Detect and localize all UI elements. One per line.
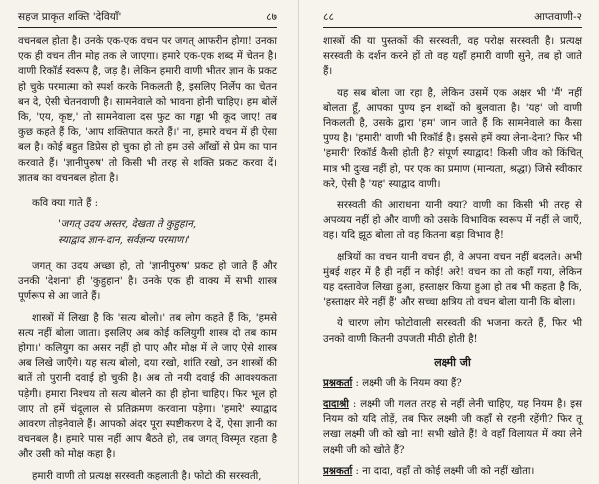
right-paragraph-5: ये चारण लोग फोटोवाली सरस्वती की भजना करते हैं, फिर भी उनको वाणी कितनी उपजती मीठी होती है! (323, 318, 582, 345)
right-running-head (323, 10, 582, 28)
qa-line-2 (323, 397, 582, 458)
poem-intro: कवि क्या गाते हैं : (32, 198, 99, 210)
right-page-number: ८८ (323, 11, 334, 23)
qa-line-3 (323, 464, 582, 479)
qa-speaker: प्रश्नकर्ता (323, 464, 353, 477)
right-paragraph-1: शास्त्रों की या पुस्तकों की सरस्वती, वह परोक्ष सरस्वती है। प्रत्यक्ष सरस्वती के दर्शन करने हों तो वह यहाँ हमारी वाणी सुने, तब हो जाते हैं। (323, 36, 582, 78)
right-paragraph-4: क्षत्रियों का वचन यानी वचन ही, वे अपना वचन नहीं बदलते। अभी मुंबई शहर में है ही नहीं न कोई! अरे! वचन का तो कहाँ गया, लेकिन यह दस्तावेज लिखा हुआ, हस्ताक्षर किया हुआ हो तब भी कहता है कि, 'हस्ताक्षर मेरे नहीं हैं' और सच्चा क्षत्रिय तो वचन बोला यानी कि बोला। (323, 251, 582, 309)
right-paragraph-3: सरस्वती की आराधना यानी क्या? वाणी का किसी भी तरह से अपव्यय नहीं हो और वाणी को उसके विभाविक स्वरूप में नहीं ले जाएँ, वह। यदि झूठ बोला तो वह कितना बड़ा विभाव है! (323, 200, 582, 242)
left-paragraph-3: शास्त्रों में लिखा है कि 'सत्य बोलो।' तब लोग कहते हैं कि, 'हमसे सत्य नहीं बोला जाता। इसलिए अब कोई कलियुगी शास्त्र दो तब काम होगा।' कलियुग का असर नहीं हो पाए और मोक्ष में ले जाए ऐसे शास्त्र अब लिखे जाएँगे। यह सत्य बोलो, दया रखो, शांति रखो, उन शास्त्रों की बातें तो पुरानी दवाई हो चुकी है। अब तो नयी दवाई की आवश्यकता पड़ेगी। हमारा निश्चय तो सत्य बोलने का ही होना चाहिए। फिर भूल हो जाए तो हमें चंदूलाल से प्रतिक्रमण करवाना पड़ेगा। 'हमारे' स्याद्वाद आवरण तोड़नेवाले हैं। आपको अंदर पूरा स्पष्टीकरण दे दें, ऐसा ज्ञानी का वचनबल है। हमारे पास नहीं आप बैठते हो, तब जगत् विस्मृत रहता है और उसी को मोक्ष कहा है। (18, 312, 277, 461)
right-paragraph-2: यह सब बोला जा रहा है, लेकिन उसमें एक अक्षर भी 'मैं' नहीं बोलता हूँ, आपका पुण्य इन शब्दों को बुलवाता है। 'यह' जो वाणी निकलती है, उसके द्वारा 'हम' जान जाते हैं कि सामनेवाले का कैसा पुण्य है। 'हमारी' वाणी भी रिकॉर्ड है। इससे हमें क्या लेना-देना? फिर भी 'हमारी' रिकॉर्ड कैसी होती है? संपूर्ण स्याद्वाद! किसी जीव को किंचित् मात्र भी दुःख नहीं हो, पर एक का प्रमाण (मान्यता, श्रद्धा) जिसे स्वीकार करे, ऐसी है 'यह' स्याद्वाद वाणी। (323, 87, 582, 190)
qa-text: : लक्ष्मी जी गलत तरह से नहीं लेनी चाहिए, यह नियम है। इस नियम को यदि तोड़ें, तब फिर लक्ष्मी जी कहाँ से रहनी रहेंगी? फिर तू लखा लक्ष्मी जी को खो ना! सभी खोते हैं! वे वहाँ विलायत में क्या लेने लक्ष्मी जी को खोते हैं? (323, 399, 582, 456)
left-paragraph-4: हमारी वाणी तो प्रत्यक्ष सरस्वती कहलाती है। फोटो की सरस्वती, (32, 470, 262, 482)
qa-speaker: दादाश्री (323, 398, 349, 411)
left-page (0, 0, 299, 484)
qa-speaker: प्रश्नकर्ता (323, 376, 353, 389)
left-header-title: सहज प्राकृत शक्ति 'देवियाँ' (18, 11, 122, 23)
left-running-head (18, 10, 277, 28)
left-paragraph-1: वचनबल होता है। उनके एक-एक वचन पर जगत् आफरीन होगा! उनका एक ही वचन तीन मोह तक ले जाएगा। हमारे एक-एक शब्द में चेतन है। वाणी रिकॉर्ड स्वरूप है, जड़ है। लेकिन हमारी वाणी भीतर ज्ञान के प्रकट हो चुके परमात्मा को स्पर्श करके निकलती है, इसलिए निर्लेप का चेतन बन दे, ऐसी चेतनवाणी है। सामनेवाले को भावना होनी चाहिए। हम बोलें कि, 'एय, कृष्ट,' तो सामनेवाला दस फुट का गड्ढा भी कूद जाए! तब कुछ कहते हैं कि, 'आप शक्तिपात करते हैं।' ना, हमारे वचन में ही ऐसा बल है। कोई बहुत डिप्रेस हो चुका हो तो हम उसे आँखों से प्रेम का पान करवाते हैं। 'ज्ञानीपुरुष' तो किसी भी तरह से शक्ति प्रकट करवा दें। ज्ञातब का वचनबल होता है। (18, 36, 277, 184)
qa-line-1 (323, 376, 582, 391)
qa-text: : ना दादा, वहाँ तो कोई लक्ष्मी जी को नहीं खोता। (352, 465, 535, 477)
section-heading: लक्ष्मी जी (434, 355, 471, 369)
poem-line-1: 'जगत् उदय अस्तर, देखता ते कुहुहान, (58, 219, 197, 231)
right-page (299, 0, 598, 484)
poem-block (58, 217, 277, 249)
poem-line-2: स्याद्वाद ज्ञान-दान, सर्वज्ञन्य परमाण।' (58, 235, 191, 247)
right-header-title: आप्तवाणी-२ (534, 11, 582, 23)
left-page-number: ८७ (266, 11, 277, 23)
qa-text: : लक्ष्मी जी के नियम क्या हैं? (352, 377, 462, 389)
left-paragraph-2: जगत् का उदय अच्छा हो, तो 'ज्ञानीपुरुष' प्रकट हो जाते हैं और उनकी 'देशना' ही 'कुहुहान' है। उनके एक ही वाक्य में सभी शास्त्र पूर्णरूप से आ जाते हैं। (18, 261, 277, 303)
